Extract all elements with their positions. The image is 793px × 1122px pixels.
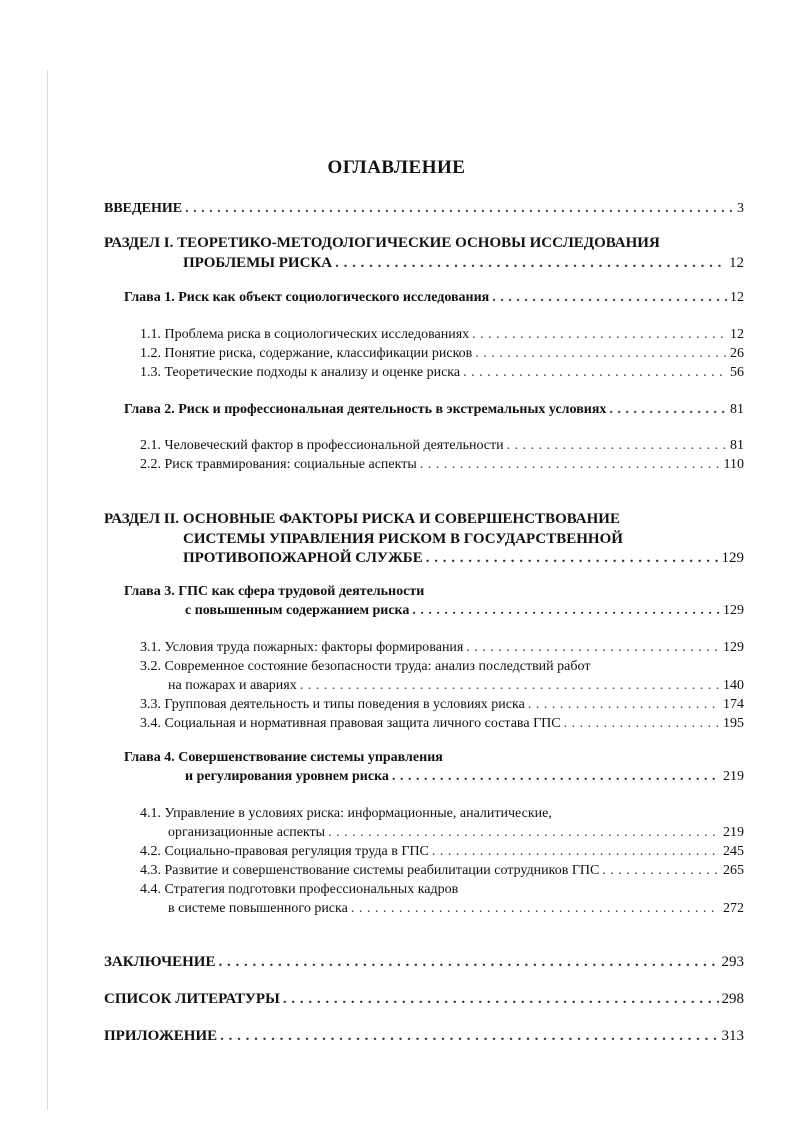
toc-entry-chapter2: [124, 401, 744, 419]
toc-part1-line1: РАЗДЕЛ I. ТЕОРЕТИКО-МЕТОДОЛОГИЧЕСКИЕ ОСНОВЫ ИССЛЕДОВАНИЯ: [104, 235, 660, 251]
dot-leader: [564, 715, 720, 733]
toc-page-number: 140: [723, 678, 744, 693]
toc-entry-chapter1: [124, 289, 744, 307]
toc-entry-title: на пожарах и авариях: [168, 678, 297, 693]
toc-entry-2-1: [140, 437, 744, 455]
toc-entry-title: ПРОБЛЕМЫ РИСКА: [183, 255, 333, 271]
toc-entry-title: 2.1. Человеческий фактор в профессиональной деятельности: [140, 438, 504, 453]
dot-leader: [609, 401, 727, 419]
toc-entry-title: ПРИЛОЖЕНИЕ: [104, 1028, 218, 1044]
toc-entry-title: организационные аспекты: [168, 825, 326, 840]
toc-page-number: 219: [723, 769, 744, 784]
toc-entry-4-3: [140, 862, 744, 880]
toc-entry-title: 1.1. Проблема риска в социологических исследованиях: [140, 327, 470, 342]
toc-entry-title: в системе повышенного риска: [168, 901, 348, 916]
toc-page-number: 298: [721, 991, 744, 1007]
toc-entry-title: 3.4. Социальная и нормативная правовая защита личного состава ГПС: [140, 716, 561, 731]
dot-leader: [528, 696, 720, 714]
dot-leader: [412, 602, 720, 620]
toc-entry-1-1: [140, 326, 744, 344]
toc-4-4-line1: 4.4. Стратегия подготовки профессиональных кадров: [140, 882, 459, 897]
toc-page-number: 272: [723, 901, 744, 916]
dot-leader: [602, 862, 720, 880]
toc-entry-title: и регулирования уровнем риска: [185, 769, 389, 784]
toc-page-number: 293: [721, 954, 744, 970]
toc-chapter4-line1: Глава 4. Совершенствование системы управления: [124, 750, 443, 765]
dot-leader: [218, 953, 718, 971]
dot-leader: [475, 345, 727, 363]
toc-entry-2-2: [140, 456, 744, 474]
toc-page-number: 12: [729, 255, 744, 271]
dot-leader: [463, 364, 727, 382]
dot-leader: [220, 1027, 718, 1045]
dot-leader: [420, 456, 721, 474]
toc-page-number: 12: [730, 290, 744, 305]
toc-entry-4-1: [168, 824, 744, 842]
toc-page-number: 110: [723, 457, 744, 472]
toc-entry-title: Глава 1. Риск как объект социологического исследования: [124, 290, 490, 305]
dot-leader: [185, 200, 734, 218]
toc-page-number: 3: [737, 201, 744, 216]
toc-entry-title: 2.2. Риск травмирования: социальные аспекты: [140, 457, 417, 472]
toc-page-number: 56: [730, 365, 744, 380]
toc-entry-3-4: [140, 715, 744, 733]
dot-leader: [492, 289, 727, 307]
toc-entry-title: ПРОТИВОПОЖАРНОЙ СЛУЖБЕ: [183, 550, 423, 566]
toc-entry-chapter4: [185, 768, 744, 786]
toc-page-number: 81: [730, 438, 744, 453]
toc-page-number: 26: [730, 346, 744, 361]
toc-page-number: 313: [721, 1028, 744, 1044]
toc-entry-title: ВВЕДЕНИЕ: [104, 201, 183, 216]
toc-page-number: 12: [730, 327, 744, 342]
dot-leader: [426, 549, 719, 567]
toc-entry-4-4: [168, 900, 744, 918]
dot-leader: [392, 768, 720, 786]
toc-page-number: 129: [721, 550, 744, 566]
dot-leader: [328, 824, 720, 842]
dot-leader: [466, 639, 720, 657]
toc-entry-conclusion: [104, 953, 744, 971]
toc-4-1-line1: 4.1. Управление в условиях риска: информационные, аналитические,: [140, 806, 552, 821]
toc-page-number: 129: [723, 603, 744, 618]
dot-leader: [432, 843, 720, 861]
dot-leader: [283, 990, 719, 1008]
toc-page-number: 129: [723, 640, 744, 655]
toc-entry-title: 4.3. Развитие и совершенствование системы реабилитации сотрудников ГПС: [140, 863, 600, 878]
toc-entry-references: [104, 990, 744, 1008]
toc-3-2-line1: 3.2. Современное состояние безопасности труда: анализ последствий работ: [140, 659, 591, 674]
scan-edge-line: [47, 70, 48, 1110]
toc-entry-3-3: [140, 696, 744, 714]
toc-entry-part1: [183, 254, 744, 272]
toc-entry-title: 1.3. Теоретические подходы к анализу и оценке риска: [140, 365, 461, 380]
dot-leader: [300, 677, 720, 695]
dot-leader: [351, 900, 720, 918]
dot-leader: [507, 437, 727, 455]
toc-page-number: 219: [723, 825, 744, 840]
toc-entry-intro: [104, 200, 744, 218]
toc-page-number: 195: [723, 716, 744, 731]
toc-entry-title: Глава 2. Риск и профессиональная деятельность в экстремальных условиях: [124, 402, 607, 417]
toc-entry-title: 1.2. Понятие риска, содержание, классификации рисков: [140, 346, 473, 361]
page-title: ОГЛАВЛЕНИЕ: [327, 157, 466, 178]
toc-entry-appendix: [104, 1027, 744, 1045]
toc-entry-title: 4.2. Социально-правовая регуляция труда в ГПС: [140, 844, 429, 859]
toc-entry-title: ЗАКЛЮЧЕНИЕ: [104, 954, 216, 970]
toc-page-number: 81: [730, 402, 744, 417]
toc-entry-title: 3.1. Условия труда пожарных: факторы формирования: [140, 640, 464, 655]
toc-page-number: 245: [723, 844, 744, 859]
toc-chapter3-line1: Глава 3. ГПС как сфера трудовой деятельности: [124, 584, 425, 599]
toc-entry-title: СПИСОК ЛИТЕРАТУРЫ: [104, 991, 280, 1007]
toc-entry-chapter3: [185, 602, 744, 620]
toc-page-number: 174: [723, 697, 744, 712]
toc-entry-3-2: [168, 677, 744, 695]
toc-entry-3-1: [140, 639, 744, 657]
toc-entry-part2: [183, 549, 744, 567]
toc-entry-title: 3.3. Групповая деятельность и типы поведения в условиях риска: [140, 697, 525, 712]
toc-part2-line1: РАЗДЕЛ II. ОСНОВНЫЕ ФАКТОРЫ РИСКА И СОВЕРШЕНСТВОВАНИЕ: [104, 511, 620, 527]
toc-entry-1-3: [140, 364, 744, 382]
toc-entry-title: с повышенным содержанием риска: [185, 603, 410, 618]
dot-leader: [472, 326, 727, 344]
toc-part2-line2: СИСТЕМЫ УПРАВЛЕНИЯ РИСКОМ В ГОСУДАРСТВЕННОЙ: [183, 531, 623, 547]
toc-page-number: 265: [723, 863, 744, 878]
toc-entry-4-2: [140, 843, 744, 861]
dot-leader: [335, 254, 726, 272]
toc-entry-1-2: [140, 345, 744, 363]
